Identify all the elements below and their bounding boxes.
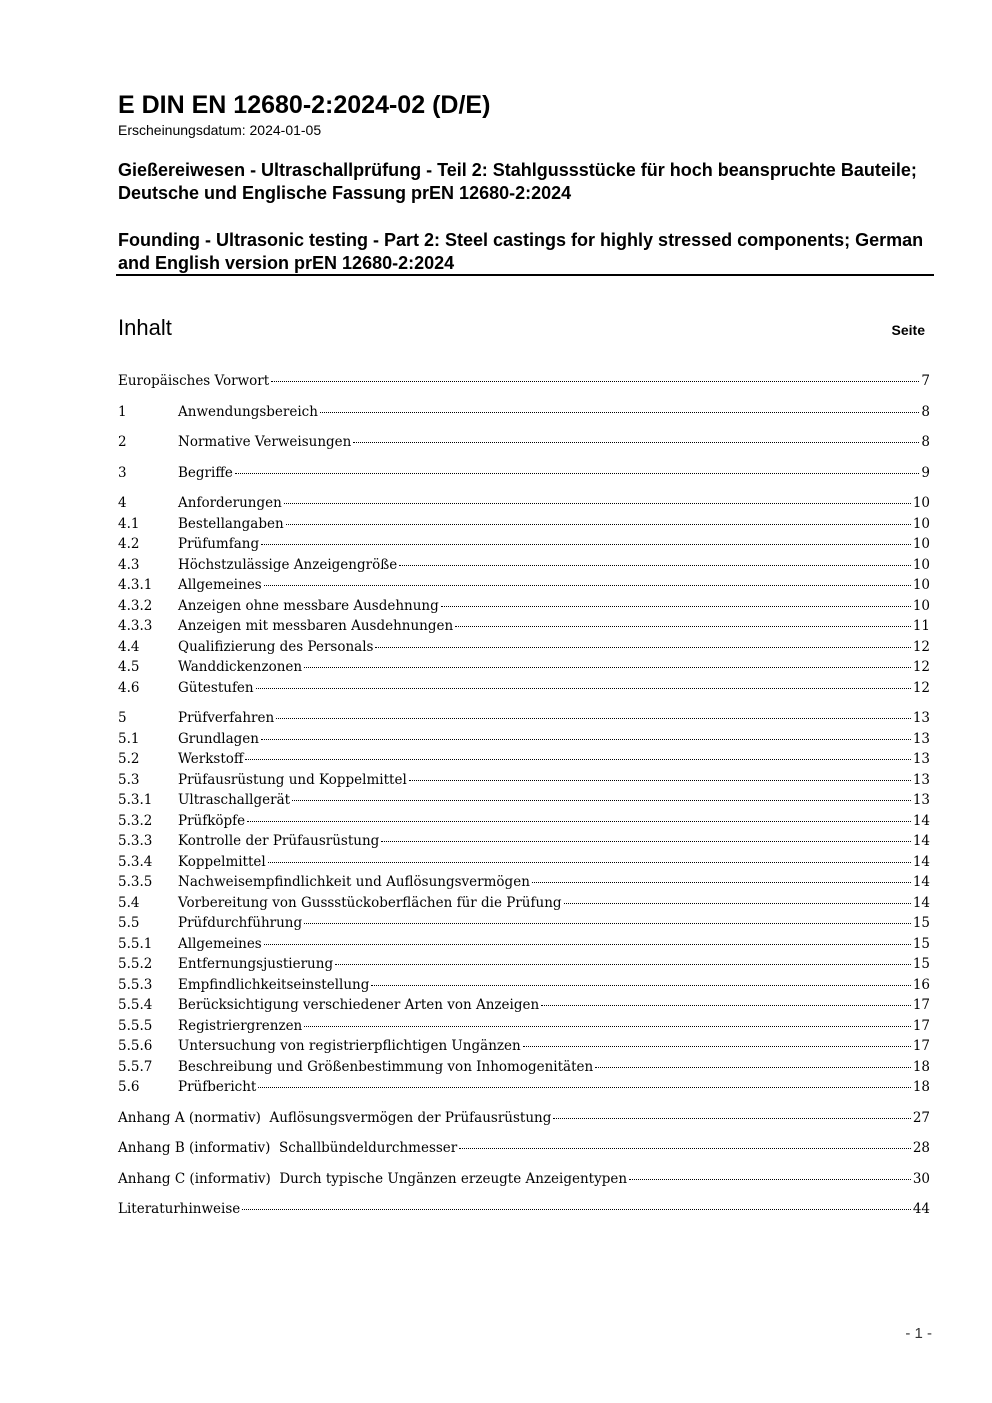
toc-entry-title: Beschreibung und Größenbestimmung von Inhomogenitäten xyxy=(178,1058,594,1075)
toc-entry-page: 18 xyxy=(912,1079,930,1095)
toc-entry-title: Allgemeines xyxy=(178,577,262,593)
toc-entry-page: 8 xyxy=(921,434,930,450)
toc-entry-page: 44 xyxy=(912,1201,930,1217)
toc-entry-number: 4.3 xyxy=(118,556,140,573)
toc-entry-page: 13 xyxy=(912,710,930,726)
toc-dot-leader xyxy=(271,380,919,382)
toc-dot-leader xyxy=(564,902,911,904)
toc-entry-page: 17 xyxy=(912,1017,930,1034)
toc-entry[interactable] xyxy=(118,1138,930,1159)
toc-dot-leader xyxy=(261,738,911,740)
toc-entry[interactable] xyxy=(118,708,930,729)
toc-dot-leader xyxy=(441,605,911,607)
toc-entry-page: 13 xyxy=(912,751,930,767)
table-of-contents xyxy=(118,371,930,1220)
toc-dot-leader xyxy=(523,1045,911,1047)
toc-entry-page: 28 xyxy=(912,1140,930,1156)
toc-entry[interactable] xyxy=(118,729,930,750)
toc-entry-number: 5.3.3 xyxy=(118,833,153,849)
toc-entry-number: 5.5.5 xyxy=(118,1017,153,1034)
toc-entry-title: Bestellangaben xyxy=(178,515,284,532)
page-number: - 1 - xyxy=(905,1325,932,1342)
toc-entry-number: 5.4 xyxy=(118,894,140,911)
toc-entry-title: Anzeigen mit messbaren Ausdehnungen xyxy=(178,618,454,634)
toc-entry-number: 4.3.3 xyxy=(118,618,153,634)
toc-dot-leader xyxy=(375,646,910,648)
toc-entry[interactable] xyxy=(118,1169,930,1190)
toc-entry[interactable] xyxy=(118,463,930,484)
toc-entry[interactable] xyxy=(118,657,930,678)
toc-entry[interactable] xyxy=(118,402,930,423)
toc-dot-leader xyxy=(276,717,911,719)
toc-entry-title: Untersuchung von registrierpflichtigen Ungänzen xyxy=(178,1038,521,1054)
toc-entry-page: 10 xyxy=(912,597,930,614)
toc-entry-page: 15 xyxy=(912,956,930,972)
toc-heading: Inhalt xyxy=(118,315,172,340)
toc-dot-leader xyxy=(258,1086,911,1088)
toc-entry-title: Prüfdurchführung xyxy=(178,915,303,931)
toc-entry-number: 5.5.4 xyxy=(118,997,153,1013)
toc-entry-number: 5.5.7 xyxy=(118,1058,153,1075)
toc-dot-leader xyxy=(335,963,911,965)
document-id: E DIN EN 12680-2:2024-02 (D/E) xyxy=(118,91,491,119)
toc-entry-number: 5.3.2 xyxy=(118,812,153,829)
toc-entry-page: 10 xyxy=(912,515,930,532)
toc-entry[interactable] xyxy=(118,596,930,617)
toc-entry[interactable] xyxy=(118,678,930,699)
toc-entry-page: 11 xyxy=(912,618,930,634)
toc-entry[interactable] xyxy=(118,893,930,914)
toc-entry-number: 5 xyxy=(118,710,127,726)
toc-entry-title: Prüfumfang xyxy=(178,536,260,552)
toc-dot-leader xyxy=(286,523,911,525)
toc-entry-page: 14 xyxy=(912,894,930,911)
toc-entry[interactable] xyxy=(118,575,930,596)
toc-entry-title: Europäisches Vorwort xyxy=(118,373,270,389)
toc-entry-page: 17 xyxy=(912,1038,930,1054)
toc-entry-page: 13 xyxy=(912,792,930,808)
toc-entry-number: 4.4 xyxy=(118,638,140,655)
toc-entry-page: 7 xyxy=(921,373,930,389)
toc-entry-page: 10 xyxy=(912,495,930,511)
toc-entry-number: 5.3.5 xyxy=(118,874,153,890)
toc-dot-leader xyxy=(284,502,911,504)
toc-entry-number: 5.3.1 xyxy=(118,792,153,808)
toc-entry-page: 14 xyxy=(912,812,930,829)
toc-entry-title: Werkstoff xyxy=(178,751,244,767)
toc-entry-title: Allgemeines xyxy=(178,935,262,952)
toc-entry-number: 4 xyxy=(118,495,127,511)
toc-dot-leader xyxy=(304,922,911,924)
toc-entry-number: 5.1 xyxy=(118,730,140,747)
toc-entry-title: Anzeigen ohne messbare Ausdehnung xyxy=(178,597,439,614)
toc-dot-leader xyxy=(381,840,911,842)
toc-entry[interactable] xyxy=(118,811,930,832)
toc-entry-title: Empfindlichkeitseinstellung xyxy=(178,976,370,993)
toc-entry-number: 5.5.3 xyxy=(118,976,153,993)
toc-dot-leader xyxy=(353,441,919,443)
toc-dot-leader xyxy=(399,564,911,566)
toc-entry-number: 5.5.2 xyxy=(118,956,153,972)
toc-entry[interactable] xyxy=(118,1077,930,1098)
toc-entry-title: Wanddickenzonen xyxy=(178,659,303,675)
toc-entry[interactable] xyxy=(118,637,930,658)
toc-entry-title: Kontrolle der Prüfausrüstung xyxy=(178,833,380,849)
toc-entry-number: 4.2 xyxy=(118,536,140,552)
toc-entry[interactable] xyxy=(118,432,930,453)
toc-entry-number: 5.5 xyxy=(118,915,140,931)
toc-entry-title: Qualifizierung des Personals xyxy=(178,638,374,655)
toc-entry-title: Anhang A (normativ) Auflösungsvermögen der Prüfausrüstung xyxy=(118,1109,552,1126)
toc-entry-page: 13 xyxy=(912,730,930,747)
toc-dot-leader xyxy=(371,984,910,986)
toc-entry-page: 14 xyxy=(912,853,930,870)
toc-entry[interactable] xyxy=(118,749,930,770)
toc-entry-page: 14 xyxy=(912,874,930,890)
toc-entry-number: 5.6 xyxy=(118,1079,140,1095)
toc-entry[interactable] xyxy=(118,371,930,392)
toc-entry-number: 5.5.1 xyxy=(118,935,153,952)
toc-entry-title: Anhang C (informativ) Durch typische Ungänzen erzeugte Anzeigentypen xyxy=(118,1170,628,1187)
toc-dot-leader xyxy=(459,1147,911,1149)
toc-entry[interactable] xyxy=(118,1108,930,1129)
toc-entry[interactable] xyxy=(118,913,930,934)
title-divider xyxy=(116,274,934,276)
toc-dot-leader xyxy=(261,543,911,545)
toc-entry-number: 4.5 xyxy=(118,659,140,675)
toc-entry-page: 8 xyxy=(921,403,930,420)
toc-dot-leader xyxy=(235,472,920,474)
toc-entry[interactable] xyxy=(118,514,930,535)
title-german: Gießereiwesen - Ultraschallprüfung - Teil 2: Stahlgussstücke für hoch beanspruchte Bauteile; Deutsche und Englische Fassung prEN 12680-2:2024 xyxy=(118,160,917,203)
toc-entry-title: Grundlagen xyxy=(178,730,259,747)
toc-entry[interactable] xyxy=(118,555,930,576)
toc-dot-leader xyxy=(245,758,910,760)
toc-entry-title: Begriffe xyxy=(178,464,233,481)
toc-entry-page: 16 xyxy=(912,976,930,993)
toc-entry-number: 1 xyxy=(118,403,127,420)
toc-entry-title: Literaturhinweise xyxy=(118,1201,241,1217)
toc-dot-leader xyxy=(541,1004,911,1006)
toc-entry-title: Nachweisempfindlichkeit und Auflösungsvermögen xyxy=(178,874,530,890)
toc-entry-title: Höchstzulässige Anzeigengröße xyxy=(178,556,398,573)
toc-entry-page: 27 xyxy=(912,1109,930,1126)
toc-entry-title: Prüfverfahren xyxy=(178,710,275,726)
toc-entry-number: 3 xyxy=(118,464,127,481)
toc-dot-leader xyxy=(455,625,911,627)
publication-date: Erscheinungsdatum: 2024-01-05 xyxy=(118,122,322,138)
toc-entry-page: 30 xyxy=(912,1170,930,1187)
toc-dot-leader xyxy=(292,799,911,801)
toc-dot-leader xyxy=(553,1117,910,1119)
toc-entry-number: 5.5.6 xyxy=(118,1038,153,1054)
toc-entry-title: Prüfbericht xyxy=(178,1079,257,1095)
toc-entry[interactable] xyxy=(118,534,930,555)
toc-entry[interactable] xyxy=(118,1057,930,1078)
toc-dot-leader xyxy=(532,881,911,883)
toc-entry-title: Registriergrenzen xyxy=(178,1017,303,1034)
toc-entry-title: Anforderungen xyxy=(178,495,282,511)
toc-entry[interactable] xyxy=(118,934,930,955)
toc-entry-number: 5.2 xyxy=(118,751,140,767)
toc-dot-leader xyxy=(320,411,919,413)
toc-entry-title: Ultraschallgerät xyxy=(178,792,291,808)
toc-dot-leader xyxy=(268,861,911,863)
toc-entry[interactable] xyxy=(118,995,930,1016)
toc-entry-title: Berücksichtigung verschiedener Arten von Anzeigen xyxy=(178,997,540,1013)
toc-entry-page: 12 xyxy=(912,638,930,655)
toc-dot-leader xyxy=(304,666,911,668)
toc-entry-number: 5.3.4 xyxy=(118,853,153,870)
toc-entry-title: Anwendungsbereich xyxy=(178,403,318,420)
toc-dot-leader xyxy=(304,1025,911,1027)
toc-entry-page: 10 xyxy=(912,577,930,593)
toc-entry-title: Prüfausrüstung und Koppelmittel xyxy=(178,771,407,788)
toc-entry-page: 12 xyxy=(912,679,930,696)
title-english: Founding - Ultrasonic testing - Part 2: Steel castings for highly stressed components; German and English version prEN 12680-2:2024 xyxy=(118,230,924,273)
toc-dot-leader xyxy=(242,1208,911,1210)
toc-dot-leader xyxy=(595,1066,911,1068)
toc-entry-page: 15 xyxy=(912,935,930,952)
toc-entry-title: Anhang B (informativ) Schallbündeldurchmesser xyxy=(118,1140,458,1156)
toc-entry[interactable] xyxy=(118,831,930,852)
toc-entry-number: 5.3 xyxy=(118,771,140,788)
toc-page-label: Seite xyxy=(891,322,925,338)
toc-entry-title: Vorbereitung von Gussstückoberflächen für die Prüfung xyxy=(178,894,562,911)
toc-entry-page: 17 xyxy=(912,997,930,1013)
toc-entry-number: 4.1 xyxy=(118,515,140,532)
toc-entry-page: 12 xyxy=(912,659,930,675)
toc-entry-page: 13 xyxy=(912,771,930,788)
toc-dot-leader xyxy=(256,687,911,689)
toc-dot-leader xyxy=(247,820,911,822)
toc-dot-leader xyxy=(409,779,911,781)
toc-entry-title: Entfernungsjustierung xyxy=(178,956,334,972)
toc-entry-page: 15 xyxy=(912,915,930,931)
toc-entry[interactable] xyxy=(118,872,930,893)
toc-entry-number: 2 xyxy=(118,434,127,450)
toc-dot-leader xyxy=(264,584,911,586)
toc-entry[interactable] xyxy=(118,975,930,996)
toc-entry-title: Normative Verweisungen xyxy=(178,434,352,450)
toc-entry[interactable] xyxy=(118,954,930,975)
toc-entry-page: 10 xyxy=(912,536,930,552)
toc-entry[interactable] xyxy=(118,1016,930,1037)
toc-entry-title: Gütestufen xyxy=(178,679,254,696)
toc-entry-page: 9 xyxy=(921,464,930,481)
toc-dot-leader xyxy=(264,943,911,945)
toc-entry-number: 4.3.1 xyxy=(118,577,153,593)
toc-entry[interactable] xyxy=(118,1036,930,1057)
toc-entry-page: 18 xyxy=(912,1058,930,1075)
toc-dot-leader xyxy=(629,1178,911,1180)
toc-entry[interactable] xyxy=(118,1199,930,1220)
toc-entry[interactable] xyxy=(118,616,930,637)
toc-entry[interactable] xyxy=(118,852,930,873)
toc-entry[interactable] xyxy=(118,770,930,791)
toc-entry-title: Koppelmittel xyxy=(178,853,266,870)
toc-entry[interactable] xyxy=(118,493,930,514)
toc-entry-number: 4.3.2 xyxy=(118,597,153,614)
toc-entry-page: 14 xyxy=(912,833,930,849)
toc-entry-number: 4.6 xyxy=(118,679,140,696)
toc-entry-title: Prüfköpfe xyxy=(178,812,246,829)
toc-entry-page: 10 xyxy=(912,556,930,573)
toc-entry[interactable] xyxy=(118,790,930,811)
